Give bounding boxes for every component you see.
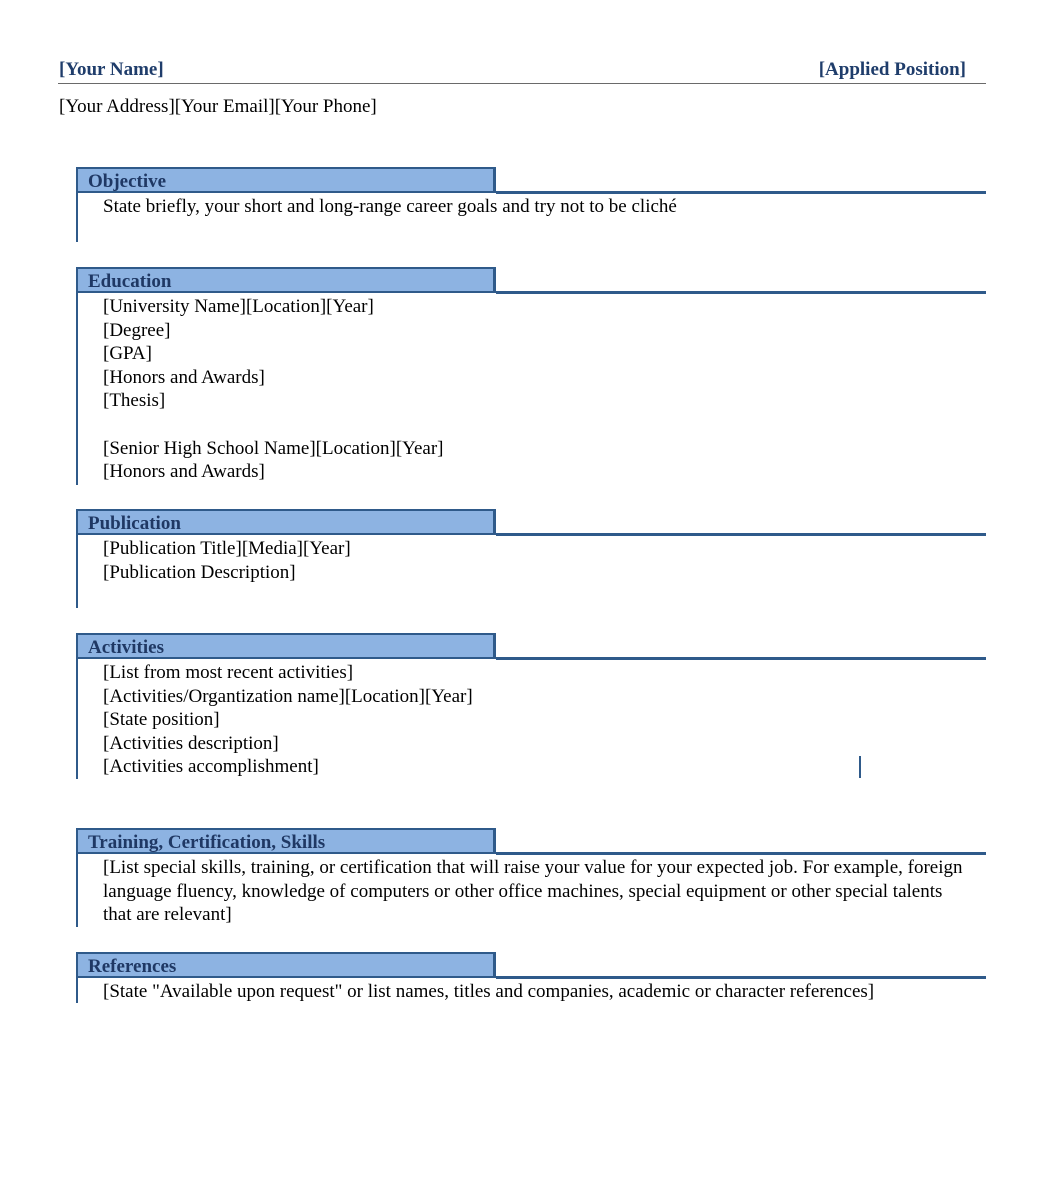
references-section bbox=[76, 952, 986, 1004]
section-title: Activities bbox=[88, 637, 164, 658]
section-heading-bar bbox=[76, 267, 496, 293]
section-title: Training, Certification, Skills bbox=[88, 832, 326, 853]
section-rule bbox=[496, 533, 986, 536]
section-title: Publication bbox=[88, 513, 181, 534]
degree-line: [Degree] bbox=[103, 319, 171, 341]
text-cursor-marker bbox=[859, 756, 861, 778]
section-rule bbox=[496, 976, 986, 979]
section-body bbox=[103, 980, 973, 1004]
section-left-border bbox=[76, 191, 78, 242]
university-line: [University Name][Location][Year] bbox=[103, 296, 374, 317]
training-text: [List special skills, training, or certification that will raise your value for your expected job. For example, foreign language fluency, knowledge of computers or other office machines, special equipment or other special talents that are relevant] bbox=[103, 857, 963, 926]
section-body bbox=[103, 195, 973, 219]
position-line: [State position] bbox=[103, 709, 220, 731]
section-body bbox=[103, 537, 973, 584]
section-title: Education bbox=[88, 271, 172, 292]
section-heading-bar bbox=[76, 167, 496, 193]
training-section bbox=[76, 828, 986, 928]
section-left-border bbox=[76, 852, 78, 927]
section-body bbox=[103, 661, 973, 779]
publication-description-line: [Publication Description] bbox=[103, 561, 296, 583]
gpa-line: [GPA] bbox=[103, 343, 152, 365]
section-rule bbox=[496, 657, 986, 660]
activities-intro-line: [List from most recent activities] bbox=[103, 662, 354, 683]
high-school-honors-line: [Honors and Awards] bbox=[103, 461, 265, 483]
honors-line: [Honors and Awards] bbox=[103, 366, 265, 388]
section-heading-bar bbox=[76, 828, 496, 854]
section-rule bbox=[496, 852, 986, 855]
high-school-line: [Senior High School Name][Location][Year] bbox=[103, 437, 444, 459]
activities-description-line: [Activities description] bbox=[103, 732, 279, 754]
education-section bbox=[76, 267, 986, 486]
publication-section bbox=[76, 509, 986, 609]
section-heading-bar bbox=[76, 633, 496, 659]
applied-position: [Applied Position] bbox=[818, 59, 966, 80]
section-title: Objective bbox=[88, 171, 167, 192]
section-heading-bar bbox=[76, 952, 496, 978]
section-body bbox=[103, 856, 973, 927]
thesis-line: [Thesis] bbox=[103, 390, 166, 412]
publication-title-line: [Publication Title][Media][Year] bbox=[103, 538, 351, 559]
section-rule bbox=[496, 291, 986, 294]
activities-section bbox=[76, 633, 986, 780]
references-text: [State "Available upon request" or list names, titles and companies, academic or character references] bbox=[103, 981, 875, 1002]
section-left-border bbox=[76, 291, 78, 485]
section-title: References bbox=[88, 956, 177, 977]
section-heading-bar bbox=[76, 509, 496, 535]
section-rule bbox=[496, 191, 986, 194]
contact-info: [Your Address][Your Email][Your Phone] bbox=[59, 96, 377, 117]
objective-section bbox=[76, 167, 986, 243]
objective-text: State briefly, your short and long-range career goals and try not to be cliché bbox=[103, 196, 677, 217]
header-divider bbox=[58, 83, 986, 84]
spacer bbox=[103, 413, 973, 437]
section-left-border bbox=[76, 976, 78, 1003]
activities-accomplishment-line: [Activities accomplishment] bbox=[103, 756, 319, 778]
section-left-border bbox=[76, 657, 78, 779]
section-body bbox=[103, 295, 973, 484]
section-left-border bbox=[76, 533, 78, 608]
your-name: [Your Name] bbox=[59, 59, 164, 80]
organization-line: [Activities/Organtization name][Location][Year] bbox=[103, 685, 473, 707]
